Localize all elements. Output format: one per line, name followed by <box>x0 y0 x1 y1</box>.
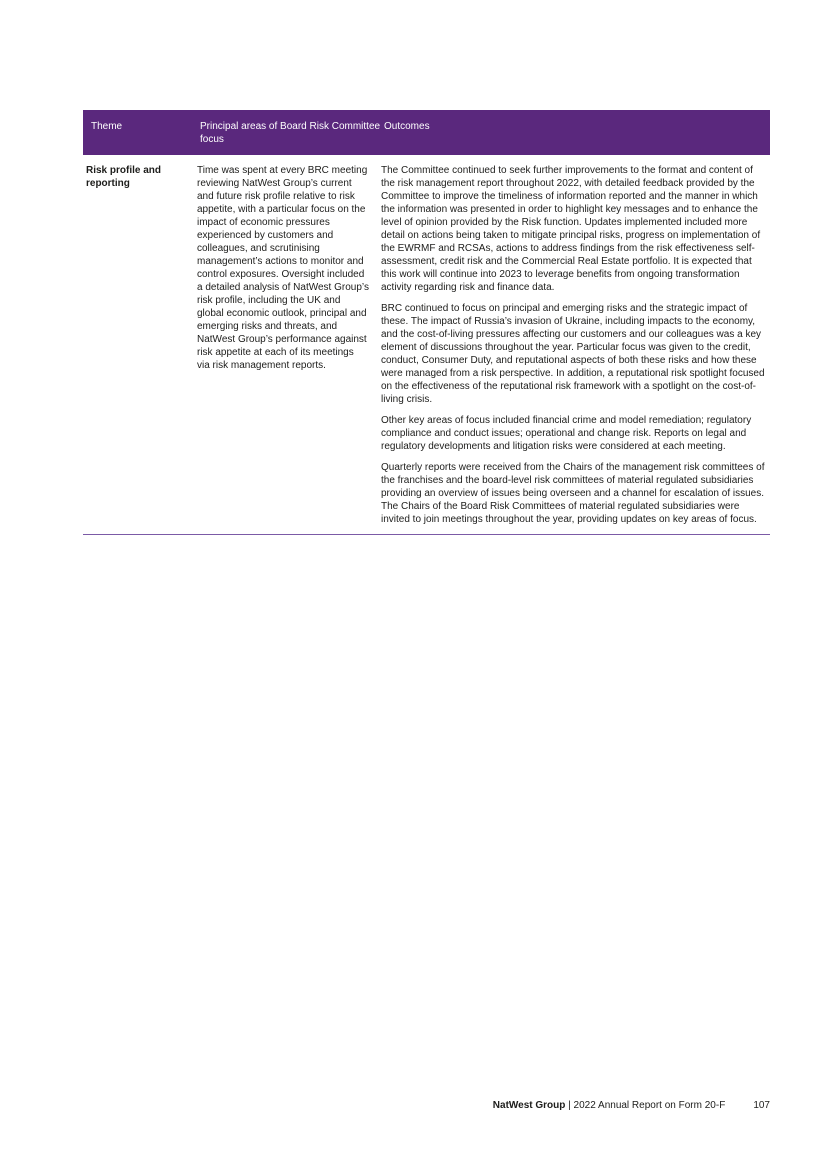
footer-separator: | <box>565 1100 574 1111</box>
board-risk-committee-table <box>83 110 770 535</box>
outcome-paragraph: Other key areas of focus included financial crime and model remediation; regulatory compliance and conduct issues; operational and change risk. Reports on legal and regulatory developments and litigation risks were considered at each meeting. <box>381 415 752 452</box>
header-outcomes: Outcomes <box>384 121 430 132</box>
theme-cell: Risk profile and reporting <box>86 165 162 189</box>
table-header-row <box>83 110 770 155</box>
outcomes-cell <box>381 164 770 526</box>
principal-areas-cell: Time was spent at every BRC meeting reviewing NatWest Group’s current and future risk profile relative to risk appetite, with a particular focus on the impact of economic pressures experienced by customers and colleagues, and scrutinising management’s actions to monitor and control exposures. Oversight included a detailed analysis of NatWest Group’s risk profile, including the UK and global economic outlook, principal and emerging risks and threats, and NatWest Group’s performance against risk appetite at each of its meetings via risk management reports. <box>197 165 369 371</box>
header-theme: Theme <box>91 121 123 132</box>
page-number: 107 <box>753 1100 770 1111</box>
footer-brand: NatWest Group <box>492 1100 566 1111</box>
footer-report-title: 2022 Annual Report on Form 20-F <box>573 1100 726 1111</box>
outcome-paragraph: Quarterly reports were received from the Chairs of the management risk committees of the franchises and the board-level risk committees of material regulated subsidiaries providing an overview of issues being overseen and a channel for escalation of issues. The Chairs of the Board Risk Committees of material regulated subsidiaries were invited to join meetings throughout the year, providing updates on key areas of focus. <box>381 462 765 525</box>
page-footer <box>0 1099 770 1112</box>
header-principal-areas: Principal areas of Board Risk Committee focus <box>200 121 381 145</box>
table-row <box>83 155 770 535</box>
outcome-paragraph: BRC continued to focus on principal and emerging risks and the strategic impact of these. The impact of Russia’s invasion of Ukraine, including impacts to the economy, and the cost-of-living pressures affecting our customers and our colleagues was a key element of discussions throughout the year. Particular focus was given to the credit, conduct, Consumer Duty, and reputational aspects of both these risks and how these were managed from a risk perspective. In addition, a reputational risk spotlight focused on the effectiveness of the reputational risk framework with a spotlight on the cost-of-living crisis. <box>381 303 765 405</box>
outcome-paragraph: The Committee continued to seek further improvements to the format and content of the risk management report throughout 2022, with detailed feedback provided by the Committee to improve the timeliness of information reported and the manner in which the information was presented in order to highlight key messages and to enhance the level of opinion provided by the Risk function. Updates implemented included more detail on actions being taken to mitigate principal risks, progress on implementation of the EWRMF and RCSAs, actions to address findings from the risk effectiveness self-assessment, credit risk and the Commercial Real Estate portfolio. It is expected that this work will continue into 2023 to leverage benefits from ongoing transformation activity regarding risk and finance data. <box>381 165 761 293</box>
